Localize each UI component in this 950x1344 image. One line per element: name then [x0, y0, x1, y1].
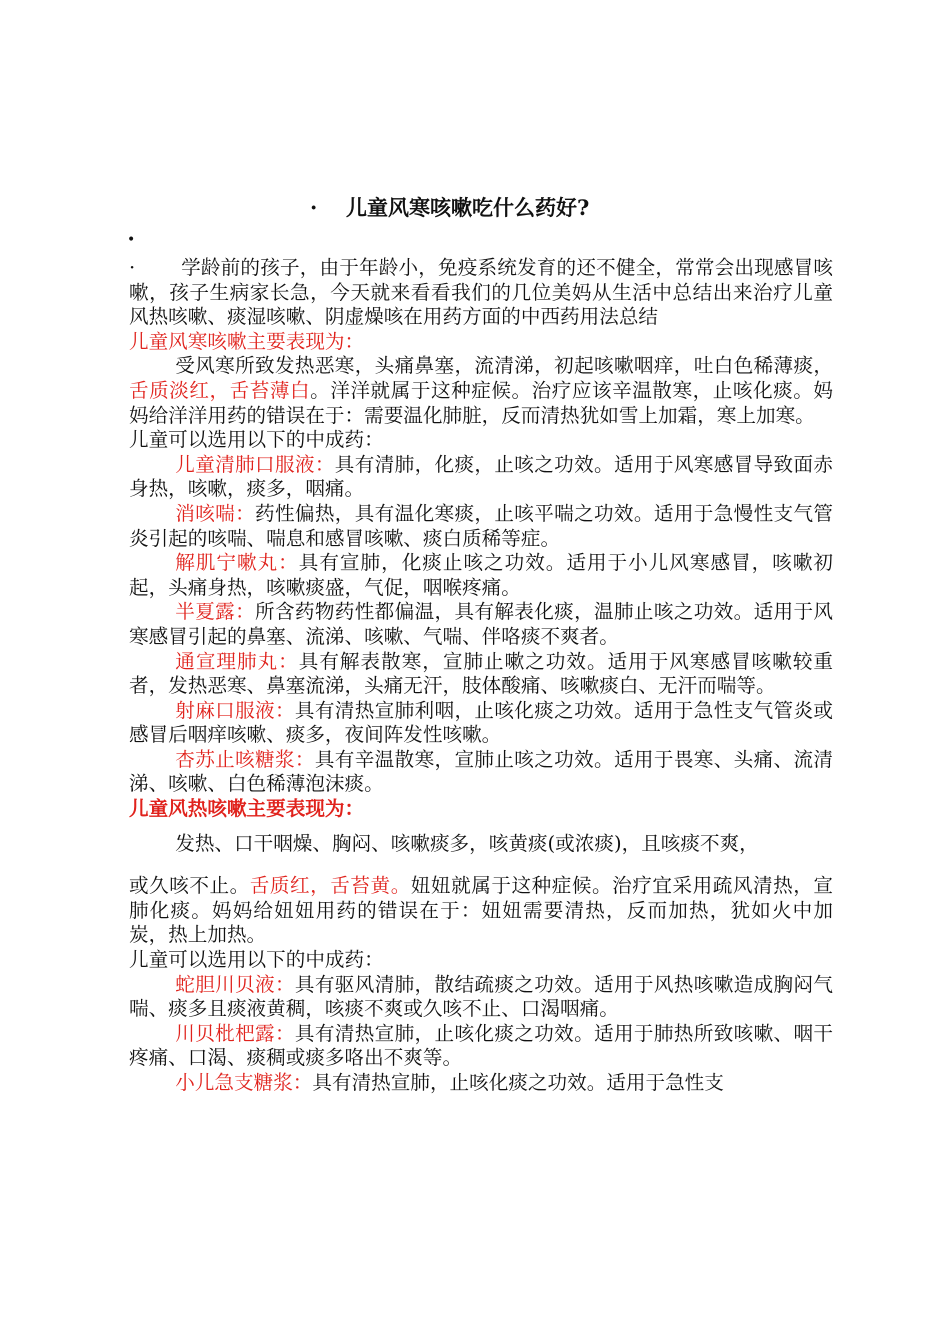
drug-desc: 具有清热宣肺，止咳化痰之功效。适用于肺热所致咳嗽、咽干疼痛、口渴、痰稠或痰多咯出不爽等。: [129, 1021, 834, 1070]
bullet-icon: ·: [310, 195, 318, 220]
choose-line: 儿童可以选用以下的中成药：: [129, 428, 384, 452]
drug-desc: 具有辛温散寒，宣肺止咳之功效。适用于畏寒、头痛、流清涕、咳嗽、白色稀薄泡沫痰。: [129, 747, 834, 796]
tongue-sign: 舌质淡红，舌苔薄白: [129, 378, 311, 402]
drug-desc: 具有清肺，化痰，止咳之功效。适用于风寒感冒导致面赤身热，咳嗽，痰多，咽痛。: [129, 452, 834, 501]
drug-name: 半夏露：: [175, 600, 256, 624]
drug-name: 小儿急支糖浆：: [175, 1071, 313, 1094]
drug-item: [129, 1022, 833, 1071]
drug-name: 通宣理肺丸：: [175, 649, 299, 673]
intro-text: 学龄前的孩子，由于年龄小，免疫系统发育的还不健全，常常会出现感冒咳嗽，孩子生病家长急，今天就来看看我们的几位美妈从生活中总结出来治疗儿童风热咳嗽、痰湿咳嗽、阴虚燥咳在用药方面的中西药用法总结: [129, 256, 833, 329]
drug-item: [129, 551, 833, 600]
bullet-icon: •: [127, 232, 136, 248]
drug-desc: 具有解表散寒，宣肺止嗽之功效。适用于风寒感冒咳嗽较重者，发热恶寒、鼻塞流涕，头痛无汗，肢体酸痛、咳嗽痰白、无汗而喘等。: [129, 649, 834, 698]
drug-item: [129, 973, 833, 1022]
drug-name: 消咳喘：: [175, 501, 256, 525]
symptom-paragraph: 发热、口干咽燥、胸闷、咳嗽痰多，咳黄痰(或浓痰)，且咳痰不爽，: [175, 831, 759, 855]
intro-paragraph: [129, 256, 833, 330]
symptom-paragraph: 受风寒所致发热恶寒，头痛鼻塞，流清涕，初起咳嗽咽痒，吐白色稀薄痰，舌质淡红，舌苔薄白。洋洋就属于这种症候。治疗应该辛温散寒，止咳化痰。妈妈给洋洋用药的错误在于：需要温化肺脏，反而清热犹如雪上加霜，寒上加寒。: [129, 354, 834, 427]
drug-name: 川贝枇杷露：: [175, 1021, 295, 1045]
drug-desc: 具有清热宣肺，止咳化痰之功效。适用于急性支: [312, 1071, 724, 1094]
drug-desc: 具有宣肺，化痰止咳之功效。适用于小儿风寒感冒，咳嗽初起，头痛身热，咳嗽痰盛，气促，咽喉疼痛。: [129, 551, 834, 599]
bullet-icon: ·: [129, 256, 136, 279]
symptom-paragraph: 或久咳不止。舌质红，舌苔黄。妞妞就属于这种症候。治疗宜采用疏风清热，宣肺化痰。妈妈给妞妞用药的错误在于：妞妞需要清热，反而加热，犹如火中加炭，热上加热。: [129, 874, 834, 947]
section-heading-wind-heat: 儿童风热咳嗽主要表现为：: [129, 797, 365, 821]
drug-name: 儿童清肺口服液：: [175, 452, 335, 476]
drug-name: 杏苏止咳糖浆：: [175, 747, 315, 771]
drug-name: 射麻口服液：: [175, 698, 295, 722]
drug-desc: 具有驱风清肺，散结疏痰之功效。适用于风热咳嗽造成胸闷气喘、痰多且痰液黄稠，咳痰不爽或久咳不止、口渴咽痛。: [129, 972, 834, 1021]
drug-item: [129, 600, 833, 649]
drug-desc: 具有清热宣肺利咽，止咳化痰之功效。适用于急性支气管炎或感冒后咽痒咳嗽、痰多，夜间阵发性咳嗽。: [129, 698, 834, 747]
drug-item: [129, 502, 833, 551]
title-text: 儿童风寒咳嗽吃什么药好?: [346, 195, 590, 220]
article-body: [129, 256, 833, 1096]
drug-desc: 所含药物药性都偏温，具有解表化痰，温肺止咳之功效。适用于风寒感冒引起的鼻塞、流涕、咳嗽、气喘、伴咯痰不爽者。: [129, 600, 834, 648]
drug-name: 解肌宁嗽丸：: [175, 551, 299, 575]
drug-item: [129, 699, 833, 748]
drug-name: 蛇胆川贝液：: [175, 972, 295, 996]
drug-item: [129, 453, 833, 502]
page-title: [310, 192, 589, 222]
section-heading-wind-cold: 儿童风寒咳嗽主要表现为：: [129, 329, 365, 353]
drug-desc: 药性偏热，具有温化寒痰，止咳平喘之功效。适用于急慢性支气管炎引起的咳喘、喘息和感冒咳嗽、痰白质稀等症。: [129, 501, 834, 550]
drug-item: [129, 650, 833, 699]
tongue-sign: 舌质红，舌苔黄。: [249, 874, 411, 898]
choose-line: 儿童可以选用以下的中成药：: [129, 948, 384, 972]
drug-item: [129, 1071, 833, 1096]
drug-item: [129, 748, 833, 797]
